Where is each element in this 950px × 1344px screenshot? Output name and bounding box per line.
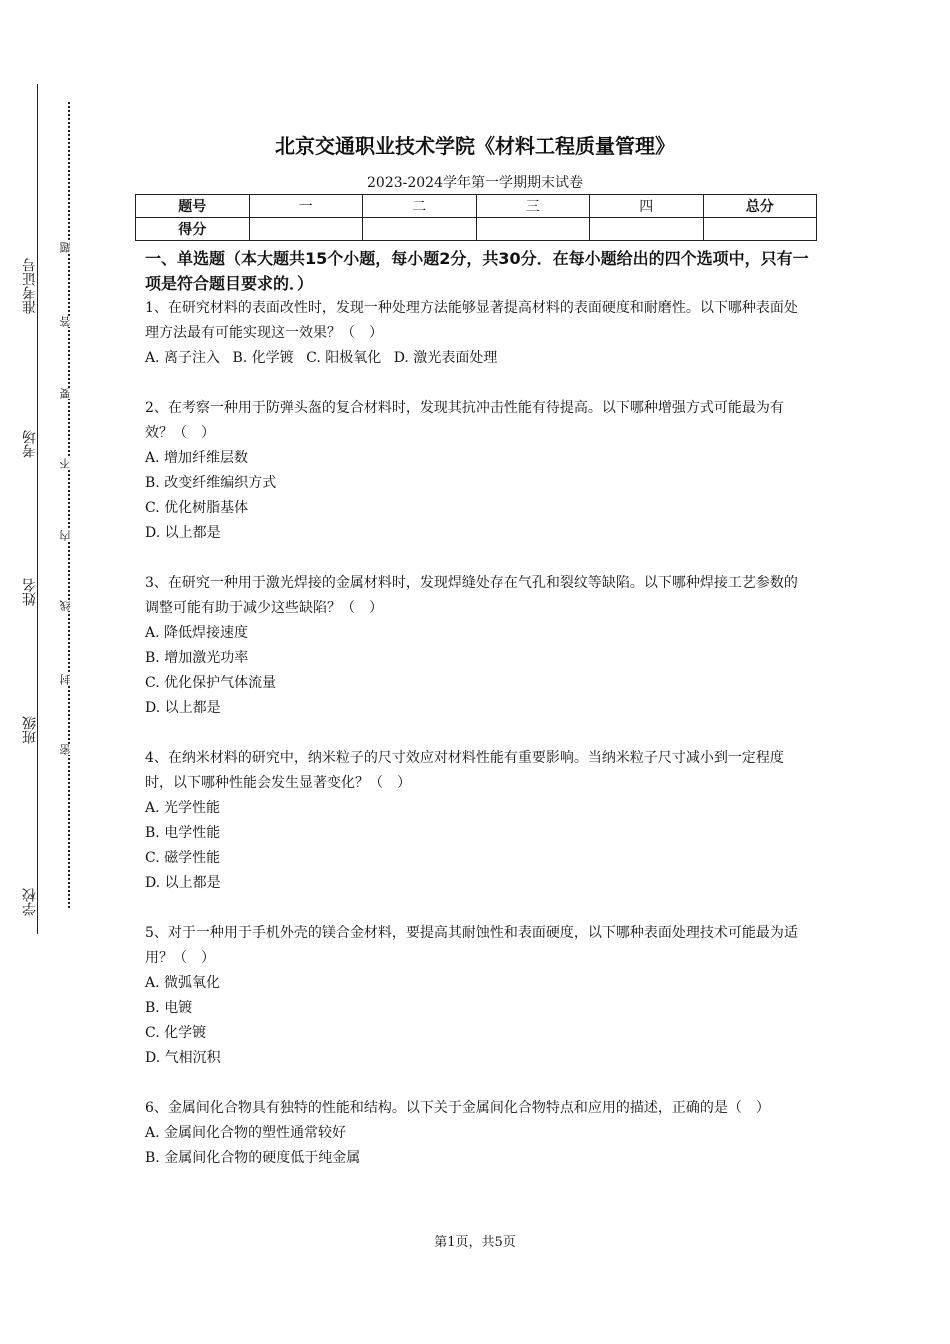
option: A. 离子注入 bbox=[145, 350, 221, 366]
question-text: 1、在研究材料的表面改性时，发现一种处理方法能够显著提高材料的表面硬度和耐磨性。以下哪种表面处理方法最有可能实现这一效果？（ ） bbox=[145, 300, 798, 341]
seal-char: 题 bbox=[60, 242, 76, 253]
option: A. 降低焊接速度 bbox=[145, 625, 249, 641]
question-2 bbox=[145, 396, 810, 546]
score-cell: 一 bbox=[249, 195, 363, 218]
option: A. 微弧氧化 bbox=[145, 975, 221, 991]
question-text: 3、在研究一种用于激光焊接的金属材料时，发现焊缝处存在气孔和裂纹等缺陷。以下哪种焊接工艺参数的调整可能有助于减少这些缺陷？（ ） bbox=[145, 575, 798, 616]
score-input-cell[interactable] bbox=[703, 218, 817, 241]
binding-solid-line bbox=[37, 84, 38, 934]
question-3 bbox=[145, 571, 810, 721]
field-label-name: 姓名 bbox=[22, 578, 38, 606]
seal-char: 密 bbox=[60, 744, 76, 755]
score-input-cell[interactable] bbox=[249, 218, 363, 241]
field-label-exam-room: 考场 bbox=[22, 430, 38, 458]
option: A. 金属间化合物的塑性通常较好 bbox=[145, 1125, 347, 1141]
exam-subtitle: 2023-2024学年第一学期期末试卷 bbox=[367, 175, 583, 191]
option: A. 光学性能 bbox=[145, 800, 221, 816]
field-label-exam-id: 准考证号 bbox=[22, 258, 38, 314]
question-text: 2、在考察一种用于防弹头盔的复合材料时，发现其抗冲击性能有待提高。以下哪种增强方式可能最为有效？（ ） bbox=[145, 400, 784, 441]
section-title: 一、单选题（本大题共15个小题，每小题2分，共30分．在每小题给出的四个选项中，只有一项是符合题目要求的．） bbox=[145, 249, 809, 293]
score-cell: 二 bbox=[363, 195, 477, 218]
score-input-cell[interactable] bbox=[476, 218, 590, 241]
option: C. 化学镀 bbox=[145, 1025, 207, 1041]
seal-char: 线 bbox=[60, 600, 76, 611]
seal-char: 答 bbox=[60, 316, 76, 327]
option: D. 气相沉积 bbox=[145, 1050, 221, 1066]
field-label-school: 学校 bbox=[22, 888, 38, 916]
option: C. 阳极氧化 bbox=[306, 350, 382, 366]
option: A. 增加纤维层数 bbox=[145, 450, 249, 466]
option: B. 增加激光功率 bbox=[145, 650, 249, 666]
score-table bbox=[135, 194, 817, 241]
exam-title: 北京交通职业技术学院《材料工程质量管理》 bbox=[275, 134, 675, 158]
option: B. 电学性能 bbox=[145, 825, 221, 841]
option: D. 以上都是 bbox=[145, 700, 221, 716]
score-table-header-row bbox=[136, 195, 817, 218]
field-label-class: 班级 bbox=[22, 716, 38, 744]
option: B. 金属间化合物的硬度低于纯金属 bbox=[145, 1150, 361, 1166]
score-cell: 四 bbox=[590, 195, 704, 218]
score-cell: 得分 bbox=[136, 218, 250, 241]
question-5 bbox=[145, 921, 810, 1071]
option: D. 激光表面处理 bbox=[393, 350, 498, 366]
score-input-cell[interactable] bbox=[363, 218, 477, 241]
option: C. 优化保护气体流量 bbox=[145, 675, 277, 691]
score-cell: 总分 bbox=[703, 195, 817, 218]
option: B. 电镀 bbox=[145, 1000, 193, 1016]
seal-char: 封 bbox=[60, 674, 76, 685]
exam-content bbox=[145, 246, 810, 1171]
seal-char: 要 bbox=[60, 388, 76, 399]
question-6 bbox=[145, 1096, 810, 1171]
score-input-cell[interactable] bbox=[590, 218, 704, 241]
option: D. 以上都是 bbox=[145, 875, 221, 891]
binding-dotted-line bbox=[68, 102, 70, 908]
question-text: 5、对于一种用于手机外壳的镁合金材料，要提高其耐蚀性和表面硬度，以下哪种表面处理技术可能最为适用？（ ） bbox=[145, 925, 798, 966]
question-1 bbox=[145, 296, 810, 371]
score-cell: 三 bbox=[476, 195, 590, 218]
question-4 bbox=[145, 746, 810, 896]
option: C. 磁学性能 bbox=[145, 850, 221, 866]
option: B. 改变纤维编织方式 bbox=[145, 475, 277, 491]
option: D. 以上都是 bbox=[145, 525, 221, 541]
question-text: 6、金属间化合物具有独特的性能和结构。以下关于金属间化合物特点和应用的描述，正确的是（ ） bbox=[145, 1100, 770, 1116]
score-cell: 题号 bbox=[136, 195, 250, 218]
option: C. 优化树脂基体 bbox=[145, 500, 249, 516]
score-table-score-row bbox=[136, 218, 817, 241]
question-text: 4、在纳米材料的研究中，纳米粒子的尺寸效应对材料性能有重要影响。当纳米粒子尺寸减小到一定程度时，以下哪种性能会发生显著变化？（ ） bbox=[145, 750, 784, 791]
page-number: 第1页，共5页 bbox=[434, 1235, 516, 1250]
option-list bbox=[145, 346, 810, 371]
option: B. 化学镀 bbox=[232, 350, 294, 366]
seal-char: 内 bbox=[60, 530, 76, 541]
seal-char: 不 bbox=[60, 458, 76, 469]
